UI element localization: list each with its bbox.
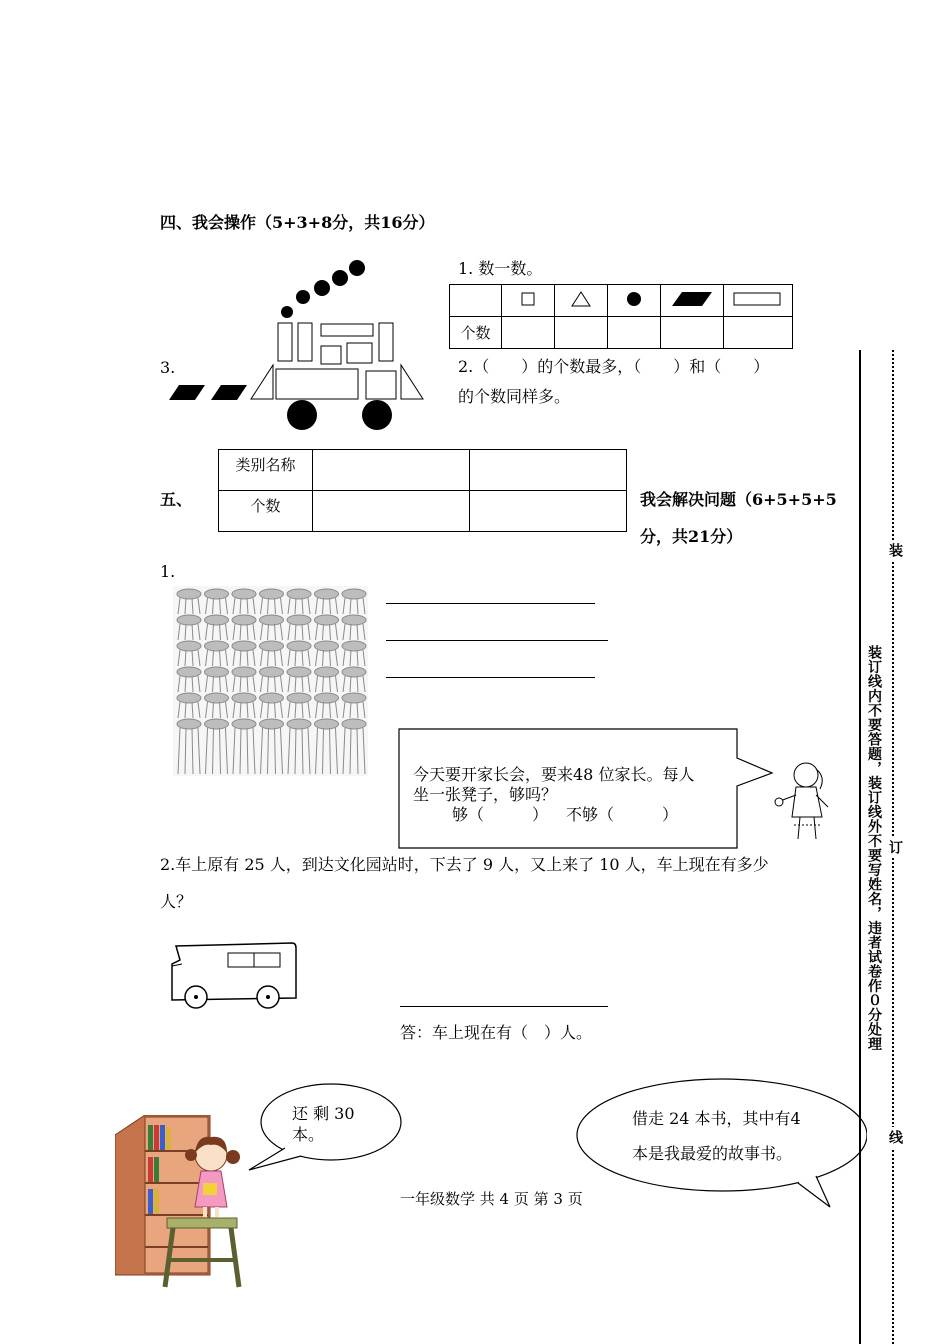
binding-notice: 装订线内不要答题，装订线外不要写姓名，违者试卷作０分处理 [866,645,882,1051]
smoke-dot [281,306,293,318]
category-cell[interactable] [470,491,627,532]
binding-char-ding: 订 [885,837,905,858]
count-cell[interactable] [724,317,793,349]
right-bubble-line1: 借走 24 本书，其中有4 [632,1109,801,1128]
problem-2-line2: 人？ [160,892,193,911]
page-footer: 一年级数学 共 4 页 第 3 页 [400,1190,583,1208]
category-cell[interactable] [313,491,470,532]
train-parallelogram [169,385,205,400]
answer-line[interactable] [400,1006,608,1007]
category-header: 类别名称 [219,450,313,491]
rectangle-icon [724,285,793,317]
binding-solid-line [859,350,861,1344]
count-cell[interactable] [555,317,608,349]
circle-icon [608,285,661,317]
train-triangle [401,365,423,399]
count-cell[interactable] [661,317,724,349]
section-5-title-line2: 分，共21分） [640,527,743,546]
category-cell[interactable] [470,450,627,491]
train-rect [298,323,312,361]
train-rect [366,371,396,399]
parallelogram-icon [661,285,724,317]
bus-picture [168,940,300,1010]
smoke-dot [349,260,365,276]
section-5-title-line1: 我会解决问题（6+5+5+5 [640,490,837,509]
problem-2-answer: 答：车上现在有（ ）人。 [400,1023,593,1042]
question-1-text: 1. 数一数。 [458,259,543,278]
bookshelf-girl-picture [115,1115,250,1290]
count-row-label: 个数 [450,317,502,349]
train-rect [321,346,341,364]
category-cell[interactable] [313,450,470,491]
question-2-line1: 2.（ ）的个数最多，（ ）和（ ） [458,357,770,376]
left-bubble-text: 还 剩 30 本。 [292,1104,355,1144]
right-bubble-line2: 本是我最爱的故事书。 [632,1144,793,1163]
smoke-dot [296,290,310,304]
speech-line1: 今天要开家长会，要来48 位家长。每人 [413,765,695,784]
count-cell[interactable] [608,317,661,349]
answer-line[interactable] [386,640,608,641]
binding-char-xian: 线 [885,1127,905,1148]
girl-sketch [770,755,840,845]
section-5-prefix: 五、 [160,490,193,509]
square-icon [502,285,555,317]
train-triangle [251,365,273,399]
problem-1-label: 1. [160,562,176,581]
train-rect [347,343,372,363]
train-body [276,369,358,399]
count-cell[interactable] [502,317,555,349]
stools-picture [173,586,368,776]
problem-2-line1: 2.车上原有 25 人，到达文化园站时，下去了 9 人，又上来了 10 人，车上现在有多少 [160,855,769,874]
answer-line[interactable] [386,603,595,604]
train-parallelogram [211,385,247,400]
train-rect [278,323,292,361]
shape-count-table [449,284,793,349]
speech-line2: 坐一张凳子，够吗？ [413,785,558,804]
smoke-dot [314,280,330,296]
train-wheel [287,400,317,430]
question-3-label: 3. [160,358,176,377]
section-4-title: 四、我会操作（5+3+8分，共16分） [160,213,435,232]
question-2-line2: 的个数同样多。 [458,387,571,406]
answer-line[interactable] [386,677,595,678]
train-rect [379,323,393,361]
not-enough-option[interactable]: 不够（ ） [566,805,679,824]
category-table [218,449,627,532]
triangle-icon [555,285,608,317]
train-rect [321,324,373,336]
smoke-dot [332,270,348,286]
train-wheel [362,400,392,430]
train-picture [165,255,435,435]
category-count-label: 个数 [219,491,313,532]
binding-char-zhuang: 装 [885,540,905,561]
enough-option[interactable]: 够（ ） [452,805,549,824]
